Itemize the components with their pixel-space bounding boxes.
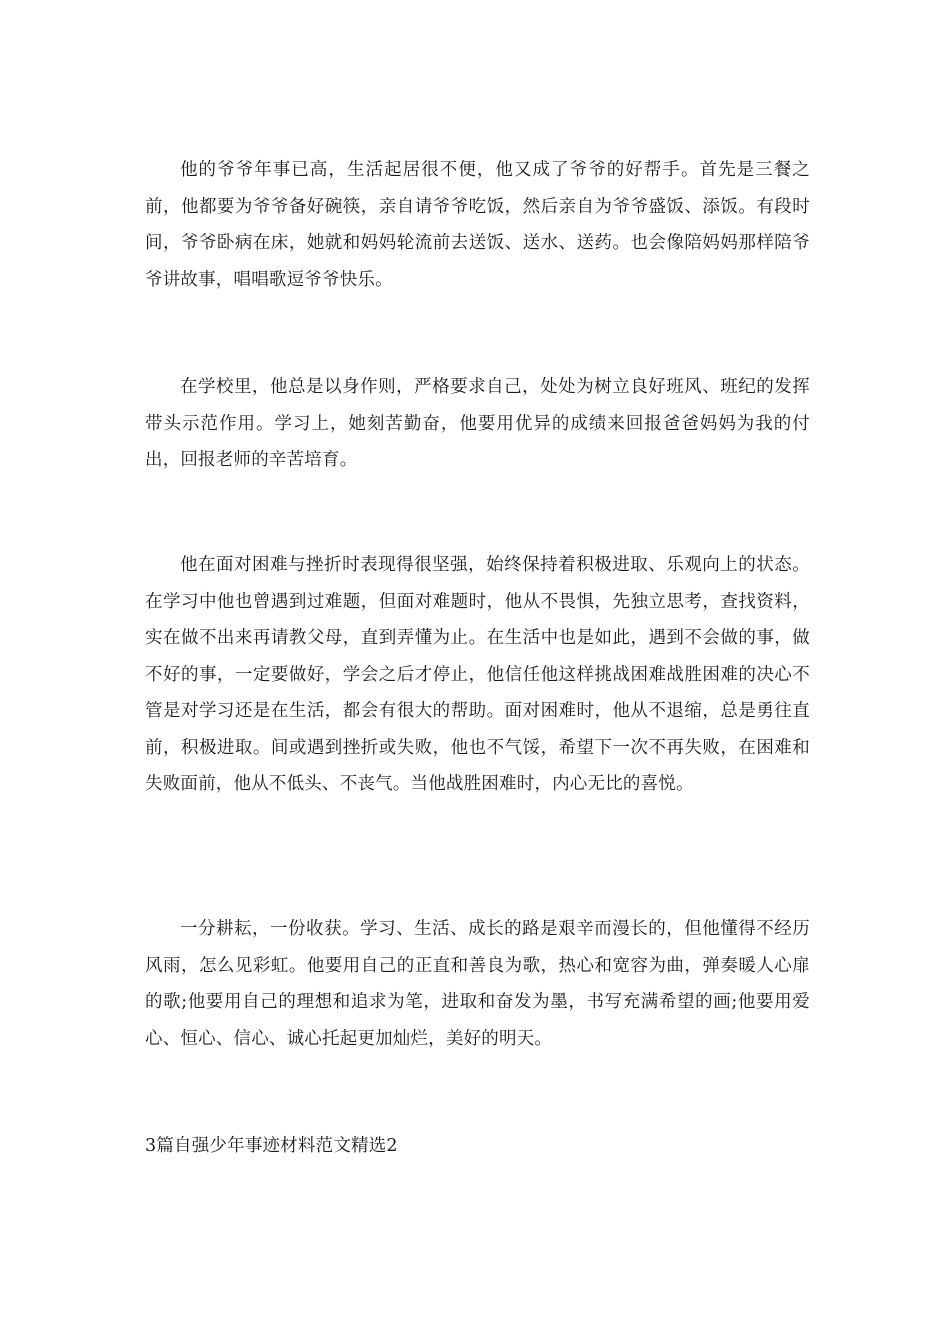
paragraph-school: 在学校里，他总是以身作则，严格要求自己，处处为树立良好班风、班纪的发挥带头示范作用。学习上，她刻苦勤奋，他要用优异的成绩来回报爸爸妈妈为我的付出，回报老师的辛苦培育。 [145, 377, 810, 470]
paragraph-conclusion: 一分耕耘，一份收获。学习、生活、成长的路是艰辛而漫长的，但他懂得不经历风雨，怎么见彩虹。他要用自己的正直和善良为歌，热心和宽容为曲，弹奏暖人心扉的歌;他要用自己的理想和追求为笔，进取和奋发为墨，书写充满希望的画;他要用爱心、恒心、信心、诚心托起更加灿烂，美好的明天。 [145, 919, 810, 1049]
paragraph-difficulties: 他在面对困难与挫折时表现得很坚强，始终保持着积极进取、乐观向上的状态。在学习中他也曾遇到过难题，但面对难题时，他从不畏惧，先独立思考，查找资料，实在做不出来再请教父母，直到弄懂为止。在生活中也是如此，遇到不会做的事，做不好的事，一定要做好，学会之后才停止，他信任他这样挑战困难战胜困难的决心不管是对学习还是在生活，都会有很大的帮助。面对困难时，他从不退缩，总是勇往直前，积极进取。间或遇到挫折或失败，他也不气馁，希望下一次不再失败，在困难和失败面前，他从不低头、不丧气。当他战胜困难时，内心无比的喜悦。 [145, 555, 810, 794]
paragraph-grandfather: 他的爷爷年事已高，生活起居很不便，他又成了爷爷的好帮手。首先是三餐之前，他都要为爷爷备好碗筷，亲自请爷爷吃饭，然后亲自为爷爷盛饭、添饭。有段时间，爷爷卧病在床，她就和妈妈轮流前去送饭、送水、送药。也会像陪妈妈那样陪爷爷讲故事，唱唱歌逗爷爷快乐。 [145, 160, 810, 290]
section-heading: 3篇自强少年事迹材料范文精选2 [145, 1136, 398, 1156]
